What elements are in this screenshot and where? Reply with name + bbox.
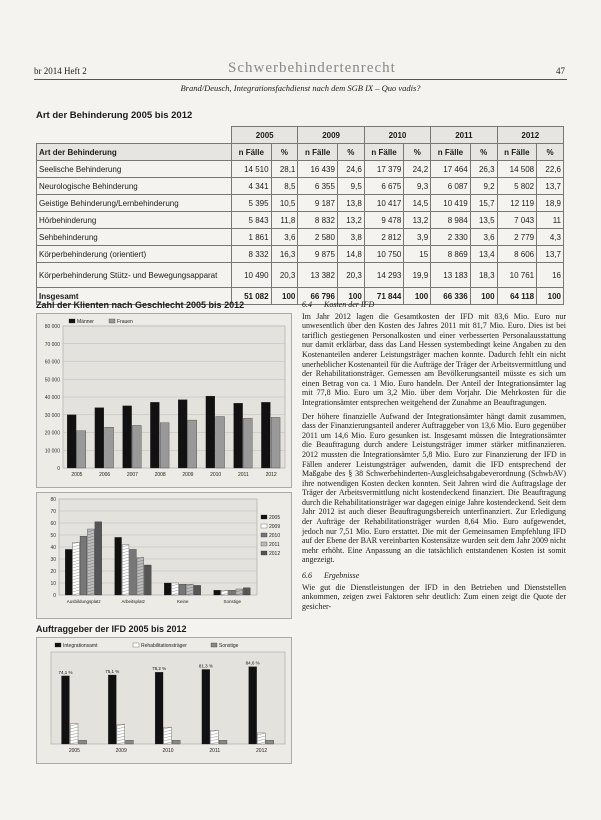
x-tick-label: Ausbildungsplatz xyxy=(66,599,101,604)
legend-label: Frauen xyxy=(117,319,133,325)
cell-count: 16 439 xyxy=(298,161,338,178)
y-tick-label: 70 xyxy=(50,509,56,515)
legend-label: Männer xyxy=(77,319,94,325)
column-header-n: n Fälle xyxy=(298,144,338,161)
cell-pct: 22,6 xyxy=(537,161,564,178)
chart-clients xyxy=(36,637,292,764)
cell-pct: 13,7 xyxy=(537,246,564,263)
cell-count: 8 869 xyxy=(431,246,471,263)
bar xyxy=(206,396,215,468)
cell-count: 66 796 xyxy=(298,288,338,305)
cell-pct: 9,2 xyxy=(470,178,497,195)
year-header: 2010 xyxy=(364,127,430,144)
column-header-pct: % xyxy=(470,144,497,161)
bar xyxy=(188,420,197,468)
bar xyxy=(219,740,227,744)
cell-count: 14 293 xyxy=(364,263,404,288)
cell-count: 6 087 xyxy=(431,178,471,195)
x-tick-label: Sonstige xyxy=(223,599,242,604)
bar xyxy=(202,669,210,744)
cell-pct: 14,5 xyxy=(404,195,431,212)
header-issue: br 2014 Heft 2 xyxy=(34,66,87,76)
legend-swatch xyxy=(261,551,267,555)
legend-swatch xyxy=(261,542,267,546)
table-row xyxy=(37,161,564,178)
legend-swatch xyxy=(69,319,75,323)
cell-count: 10 419 xyxy=(431,195,471,212)
bar xyxy=(234,403,243,468)
row-label: Seelische Behinderung xyxy=(37,161,232,178)
cell-pct: 14,8 xyxy=(337,246,364,263)
y-tick-label: 30 000 xyxy=(44,412,60,419)
bar xyxy=(80,536,87,595)
cell-count: 64 118 xyxy=(497,288,537,305)
year-header: 2009 xyxy=(298,127,364,144)
bar xyxy=(95,522,102,595)
bar xyxy=(178,400,187,468)
section-title: Kosten der IFD xyxy=(324,300,375,309)
column-header-pct: % xyxy=(404,144,431,161)
legend-swatch xyxy=(109,319,115,323)
cell-pct: 13,5 xyxy=(470,212,497,229)
x-tick-label: 2011 xyxy=(209,748,221,754)
table-title: Art der Behinderung 2005 bis 2012 xyxy=(36,110,193,121)
paragraph: Der höhere finanzielle Aufwand der Integrationsämter hängt damit zusammen, dass der Finanzierungsanteil anderer Auftraggeber von 13,6 Mio. Euro gegenüber 2011 um 14,6 Mio. Euro gesunken ist. Insgesamt müssen die Integrationsämter die Beauftragung durch andere Leistungsträger immer stärker mitfinanzieren. 2012 mussten die Integrationsämter 5,8 Mio. Euro zur Finanzierung der IFD in Fällen anderer Leistungsträger aufwenden, damit die IFD entsprechend der Maßgabe des § 38 Schwerbehinderten-Ausgleichsabgabeverordnung (SchwbAV) ihre notwendigen Kosten decken konnten. Seit Jahren wird die Auftragslage der Träger der Arbeitsvermittlung nicht kostendeckend finanziert. Die Beauftragung durch die Rehabilitationsträger war dagegen einige Jahre kostendeckend. Seit dem Jahr 2012 ist auch dieser Beauftragungsbereich unterfinanziert. Zur Erledigung der Aufträge der Rehabilitationsträger wurden 8,64 Mio. Euro aufgewendet, jedoch nur 7,51 Mio. Euro erstattet. Die mit der Gemeinsamen Empfehlung IFD auf der Ebene der BAR vereinbarten Kostensätze wurden seit dem Jahr 2009 nicht mehr erhöht. Eine Anpassung an die tatsächlich entstandenen Kosten ist somit angezeigt. xyxy=(302,411,566,565)
cell-count: 7 043 xyxy=(497,212,537,229)
cell-count: 9 187 xyxy=(298,195,338,212)
y-tick-label: 60 000 xyxy=(44,359,60,366)
cell-count: 5 395 xyxy=(232,195,272,212)
article-text-column xyxy=(302,300,566,615)
paragraph: Im Jahr 2012 lagen die Gesamtkosten der IFD mit 83,6 Mio. Euro nur unwesentlich über den Kosten des Jahres 2011 mit 81,7 Mio. Euro. Dies ist bei tariflich gestiegenen Personalkosten und einer verbesserten Personalausstattung nur damit erklärbar, dass das Land Hessen systembedingt keine Angaben zu den Kostenanteilen anderer Leistungsträger machen konnte. Dadurch fehlt ein nicht unerheblicher Kostenanteil für die Aufträge der Träger der Arbeitsvermittlung und der Rehabilitationsträger. Gemessen am Bevölkerungsanteil müsste es sich um einen Betrag von ca. 1 Mio. Euro handeln. Der Anteil der Integrationsämter lag mit 77,8 Mio. Euro um 3,2 Mio. über dem Vorjahr. Die Mehrkosten für die Integrationsämter entsprechen weitgehend der Zunahme an Beauftragungen. xyxy=(302,311,566,407)
bar xyxy=(65,549,72,595)
page-number: 47 xyxy=(556,66,565,76)
y-tick-label: 50 000 xyxy=(44,377,60,384)
y-tick-label: 40 xyxy=(50,545,56,551)
cell-pct: 20,3 xyxy=(271,263,298,288)
section-number: 6.6 xyxy=(302,571,312,581)
bar xyxy=(115,537,122,595)
chart-title-clients: Auftraggeber der IFD 2005 bis 2012 xyxy=(36,624,187,634)
chart-title-gender: Zahl der Klienten nach Geschlecht 2005 bis 2012 xyxy=(36,300,245,310)
x-tick-label: Arbeitsplatz xyxy=(121,599,146,604)
bar xyxy=(229,590,236,595)
data-label: 81,3 % xyxy=(198,663,213,669)
cell-pct: 20,3 xyxy=(337,263,364,288)
cell-count: 10 490 xyxy=(232,263,272,288)
cell-count: 10 761 xyxy=(497,263,537,288)
paragraph: Wie gut die Dienstleistungen der IFD in den Betrieben und Dienststellen ankommen, zeigen zwei Faktoren sehr deutlich: Zum einen zeigt die Quote der gesicher- xyxy=(302,582,566,611)
row-label: Insgesamt xyxy=(37,288,232,305)
legend-swatch xyxy=(211,643,217,647)
cell-count: 2 812 xyxy=(364,229,404,246)
y-tick-label: 70 000 xyxy=(44,341,60,348)
bar xyxy=(144,565,151,595)
chart-clients-svg xyxy=(37,638,291,758)
row-label: Neurologische Behinderung xyxy=(37,178,232,195)
cell-count: 17 379 xyxy=(364,161,404,178)
table-row xyxy=(37,263,564,288)
data-label: 75,1 % xyxy=(105,669,120,674)
bar xyxy=(77,431,86,468)
column-header-n: n Fälle xyxy=(364,144,404,161)
row-label: Körperbehinderung Stütz- und Bewegungsapparat xyxy=(37,263,232,288)
column-header-pct: % xyxy=(271,144,298,161)
legend-swatch xyxy=(55,643,61,647)
cell-pct: 3,9 xyxy=(404,229,431,246)
x-tick-label: 2011 xyxy=(237,472,249,478)
cell-pct: 8,5 xyxy=(271,178,298,195)
x-tick-label: 2010 xyxy=(162,748,174,754)
bar xyxy=(62,676,70,744)
bar xyxy=(130,549,137,595)
cell-pct: 13,7 xyxy=(537,178,564,195)
bar xyxy=(172,740,180,744)
bar xyxy=(105,427,114,468)
column-header-pct: % xyxy=(537,144,564,161)
bar xyxy=(271,417,280,468)
bar xyxy=(150,402,159,468)
disability-type-table xyxy=(36,126,564,305)
legend-swatch xyxy=(261,515,267,519)
chart-gender xyxy=(36,313,292,488)
cell-count: 14 508 xyxy=(497,161,537,178)
data-label: 78,2 % xyxy=(152,666,167,672)
year-header: 2005 xyxy=(232,127,298,144)
legend-label: 2012 xyxy=(269,551,281,557)
cell-pct: 28,1 xyxy=(271,161,298,178)
bar xyxy=(125,740,133,744)
y-tick-label: 0 xyxy=(53,593,56,599)
cell-count: 13 183 xyxy=(431,263,471,288)
x-tick-label: 2012 xyxy=(265,472,277,478)
cell-pct: 100 xyxy=(271,288,298,305)
cell-pct: 3,6 xyxy=(271,229,298,246)
y-tick-label: 80 xyxy=(50,497,56,503)
legend-label: Sonstige xyxy=(219,643,239,649)
y-tick-label: 20 000 xyxy=(44,430,60,437)
bar xyxy=(164,583,171,595)
data-label: 74,1 % xyxy=(58,669,73,675)
header-subtitle: Brand/Deusch, Integrationsfachdienst nach dem SGB IX – Quo vadis? xyxy=(180,83,421,93)
section-number: 6.4 xyxy=(302,300,312,309)
section-heading-results xyxy=(302,571,566,581)
x-tick-label: 2009 xyxy=(182,472,194,478)
x-tick-label: 2005 xyxy=(71,472,83,478)
legend-swatch xyxy=(133,643,139,647)
bar xyxy=(243,588,250,595)
bar xyxy=(249,667,257,744)
cell-pct: 18,3 xyxy=(470,263,497,288)
cell-count: 17 464 xyxy=(431,161,471,178)
row-label: Hörbehinderung xyxy=(37,212,232,229)
column-header-pct: % xyxy=(337,144,364,161)
table-row xyxy=(37,178,564,195)
cell-count: 2 330 xyxy=(431,229,471,246)
x-tick-label: 2007 xyxy=(126,472,138,478)
cell-count: 51 082 xyxy=(232,288,272,305)
bar xyxy=(155,672,163,744)
chart-placement xyxy=(36,492,292,619)
cell-pct: 100 xyxy=(537,288,564,305)
cell-pct: 9,3 xyxy=(404,178,431,195)
data-label: 84,6 % xyxy=(245,660,260,666)
year-header: 2011 xyxy=(431,127,497,144)
y-tick-label: 80 000 xyxy=(44,324,60,330)
legend-swatch xyxy=(261,524,267,528)
cell-count: 14 510 xyxy=(232,161,272,178)
cell-pct: 18,9 xyxy=(537,195,564,212)
row-label: Sehbehinderung xyxy=(37,229,232,246)
cell-count: 9 478 xyxy=(364,212,404,229)
row-label: Geistige Behinderung/Lernbehinderung xyxy=(37,195,232,212)
y-tick-label: 40 000 xyxy=(44,395,60,401)
x-tick-label: 2006 xyxy=(99,472,111,478)
charts-column xyxy=(36,300,292,764)
bar xyxy=(160,423,169,468)
cell-count: 66 336 xyxy=(431,288,471,305)
legend-label: 2010 xyxy=(269,533,281,539)
bar xyxy=(194,585,201,595)
cell-pct: 13,2 xyxy=(337,212,364,229)
cell-pct: 3,8 xyxy=(337,229,364,246)
bar xyxy=(95,408,104,468)
cell-count: 5 802 xyxy=(497,178,537,195)
cell-count: 13 382 xyxy=(298,263,338,288)
table-column-header-row xyxy=(37,144,564,161)
table-year-header-row xyxy=(37,127,564,144)
legend-swatch xyxy=(261,533,267,537)
bar xyxy=(216,417,225,468)
chart-gender-svg xyxy=(37,314,291,482)
y-tick-label: 60 xyxy=(50,521,56,527)
bar xyxy=(67,415,76,468)
cell-count: 8 832 xyxy=(298,212,338,229)
header-divider xyxy=(34,79,567,80)
cell-pct: 16 xyxy=(537,263,564,288)
x-tick-label: 2009 xyxy=(115,748,127,754)
cell-count: 8 606 xyxy=(497,246,537,263)
legend-label: 2011 xyxy=(269,542,280,548)
y-tick-label: 10 000 xyxy=(44,448,60,455)
cell-count: 6 675 xyxy=(364,178,404,195)
bar xyxy=(73,542,80,595)
header-section-title: Schwerbehindertenrecht xyxy=(228,60,396,76)
legend-label: Rehabilitationsträger xyxy=(141,643,187,649)
legend-label: Integrationsamt xyxy=(63,643,98,649)
table-row xyxy=(37,212,564,229)
year-header: 2012 xyxy=(497,127,563,144)
y-tick-label: 20 xyxy=(50,569,56,575)
y-tick-label: 10 xyxy=(50,581,56,587)
column-header-type: Art der Behinderung xyxy=(37,144,232,161)
column-header-n: n Fälle xyxy=(497,144,537,161)
bar xyxy=(79,740,87,744)
cell-pct: 100 xyxy=(337,288,364,305)
cell-pct: 19,9 xyxy=(404,263,431,288)
cell-count: 71 844 xyxy=(364,288,404,305)
cell-pct: 11 xyxy=(537,212,564,229)
cell-pct: 3,6 xyxy=(470,229,497,246)
legend-label: 2009 xyxy=(269,524,281,530)
cell-count: 4 341 xyxy=(232,178,272,195)
table-corner-cell xyxy=(37,127,232,144)
cell-count: 8 984 xyxy=(431,212,471,229)
table-row xyxy=(37,229,564,246)
bar xyxy=(261,402,270,468)
section-heading-costs xyxy=(302,300,566,310)
cell-pct: 24,6 xyxy=(337,161,364,178)
x-tick-label: 2012 xyxy=(256,748,268,754)
bar xyxy=(243,418,252,468)
cell-pct: 24,2 xyxy=(404,161,431,178)
table-row xyxy=(37,195,564,212)
column-header-n: n Fälle xyxy=(232,144,272,161)
cell-pct: 13,8 xyxy=(337,195,364,212)
bar xyxy=(214,590,221,595)
cell-pct: 15,7 xyxy=(470,195,497,212)
cell-pct: 26,3 xyxy=(470,161,497,178)
legend-label: 2005 xyxy=(269,515,281,521)
cell-pct: 16,3 xyxy=(271,246,298,263)
cell-count: 8 332 xyxy=(232,246,272,263)
x-tick-label: Keine xyxy=(176,599,189,604)
cell-count: 2 779 xyxy=(497,229,537,246)
bar xyxy=(179,584,186,595)
cell-count: 5 843 xyxy=(232,212,272,229)
bar xyxy=(266,740,274,744)
y-tick-label: 50 xyxy=(50,533,56,539)
cell-pct: 11,8 xyxy=(271,212,298,229)
cell-pct: 13,2 xyxy=(404,212,431,229)
cell-count: 1 861 xyxy=(232,229,272,246)
x-tick-label: 2005 xyxy=(68,748,80,754)
bar xyxy=(117,725,125,744)
bar xyxy=(164,727,172,744)
bar xyxy=(123,406,132,468)
cell-count: 9 875 xyxy=(298,246,338,263)
column-header-n: n Fälle xyxy=(431,144,471,161)
chart-placement-svg xyxy=(37,493,291,613)
cell-count: 10 417 xyxy=(364,195,404,212)
y-tick-label: 30 xyxy=(50,557,56,563)
row-label: Körperbehinderung (orientiert) xyxy=(37,246,232,263)
cell-pct: 4,3 xyxy=(537,229,564,246)
x-tick-label: 2010 xyxy=(210,472,222,478)
cell-pct: 10,5 xyxy=(271,195,298,212)
cell-pct: 13,4 xyxy=(470,246,497,263)
bar xyxy=(132,425,141,468)
x-tick-label: 2008 xyxy=(154,472,166,478)
cell-count: 10 750 xyxy=(364,246,404,263)
y-tick-label: 0 xyxy=(57,466,60,472)
cell-pct: 100 xyxy=(404,288,431,305)
cell-count: 6 355 xyxy=(298,178,338,195)
bar xyxy=(108,675,116,744)
cell-count: 12 119 xyxy=(497,195,537,212)
cell-pct: 9,5 xyxy=(337,178,364,195)
table-row xyxy=(37,246,564,263)
section-title: Ergebnisse xyxy=(324,571,360,581)
cell-count: 2 580 xyxy=(298,229,338,246)
cell-pct: 15 xyxy=(404,246,431,263)
cell-pct: 100 xyxy=(470,288,497,305)
